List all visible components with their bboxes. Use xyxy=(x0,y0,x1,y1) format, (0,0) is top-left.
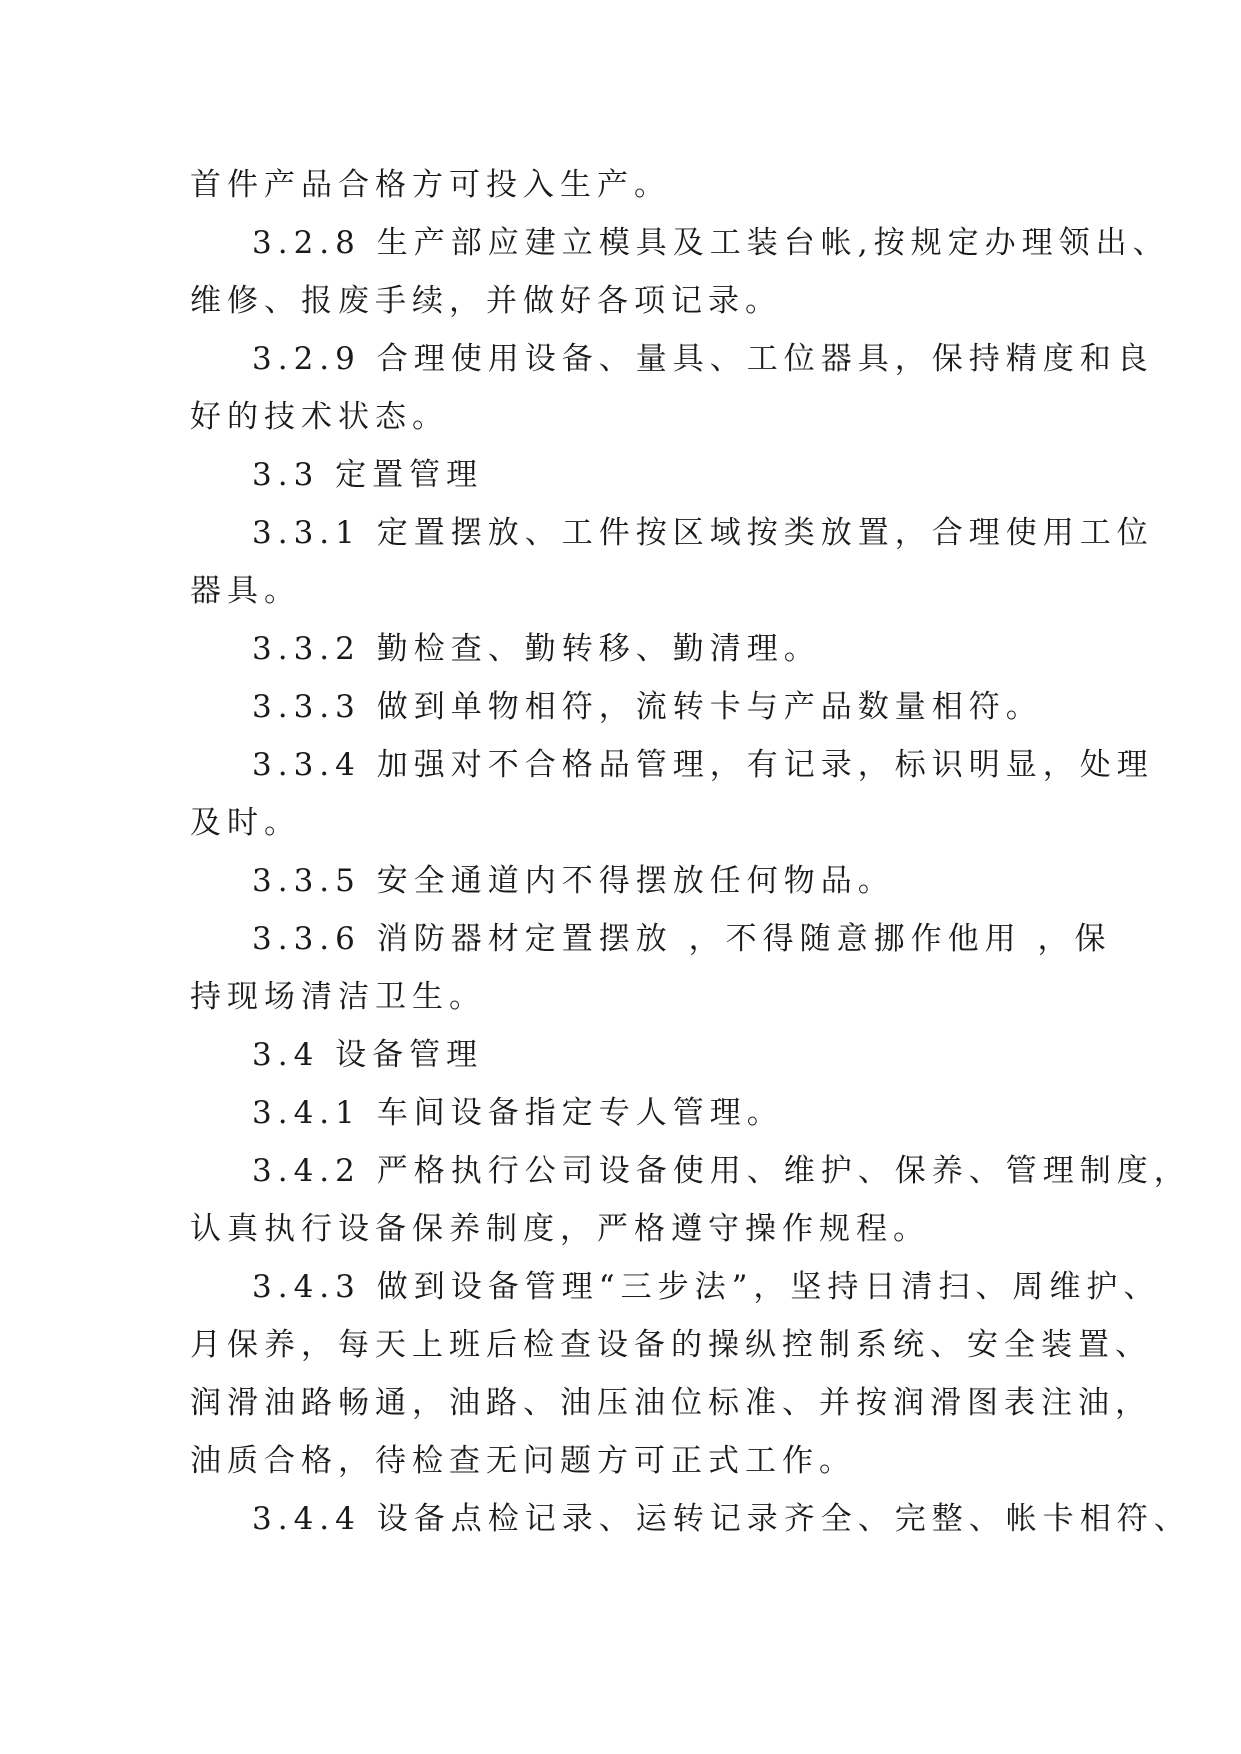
text-line: 及时。 xyxy=(190,805,301,841)
text-line: 月保养，每天上班后检查设备的操纵控制系统、安全装置、 xyxy=(190,1327,1152,1363)
text-line: 3.3.1 定置摆放、工件按区域按类放置，合理使用工位 xyxy=(252,515,1154,551)
text-line: 器具。 xyxy=(190,573,301,609)
text-line: 认真执行设备保养制度，严格遵守操作规程。 xyxy=(190,1211,930,1247)
text-line: 持现场清洁卫生。 xyxy=(190,979,486,1015)
text-line: 3.3.2 勤检查、勤转移、勤清理。 xyxy=(252,631,821,667)
text-line: 3.3.6 消防器材定置摆放 ，不得随意挪作他用 ，保 xyxy=(252,921,1112,957)
text-line: 维修、报废手续，并做好各项记录。 xyxy=(190,283,782,319)
text-line: 首件产品合格方可投入生产。 xyxy=(190,167,671,203)
section-heading: 3.4 设备管理 xyxy=(252,1037,484,1073)
text-line: 3.4.1 车间设备指定专人管理。 xyxy=(252,1095,784,1131)
text-line: 好的技术状态。 xyxy=(190,399,449,435)
text-line: 3.3.4 加强对不合格品管理，有记录，标识明显，处理 xyxy=(252,747,1154,783)
text-line: 3.4.4 设备点检记录、运转记录齐全、完整、帐卡相符、 xyxy=(252,1501,1191,1537)
text-line: 3.4.2 严格执行公司设备使用、维护、保养、管理制度， xyxy=(252,1153,1191,1189)
text-line: 3.2.9 合理使用设备、量具、工位器具，保持精度和良 xyxy=(252,341,1154,377)
text-line: 油质合格，待检查无问题方可正式工作。 xyxy=(190,1443,856,1479)
text-line: 3.2.8 生产部应建立模具及工装台帐,按规定办理领出、 xyxy=(252,225,1170,261)
text-line: 3.3.3 做到单物相符，流转卡与产品数量相符。 xyxy=(252,689,1043,725)
text-line: 3.3.5 安全通道内不得摆放任何物品。 xyxy=(252,863,895,899)
section-heading: 3.3 定置管理 xyxy=(252,457,484,493)
text-line: 润滑油路畅通，油路、油压油位标准、并按润滑图表注油， xyxy=(190,1385,1152,1421)
text-line: 3.4.3 做到设备管理“三步法”，坚持日清扫、周维护、 xyxy=(252,1269,1161,1305)
